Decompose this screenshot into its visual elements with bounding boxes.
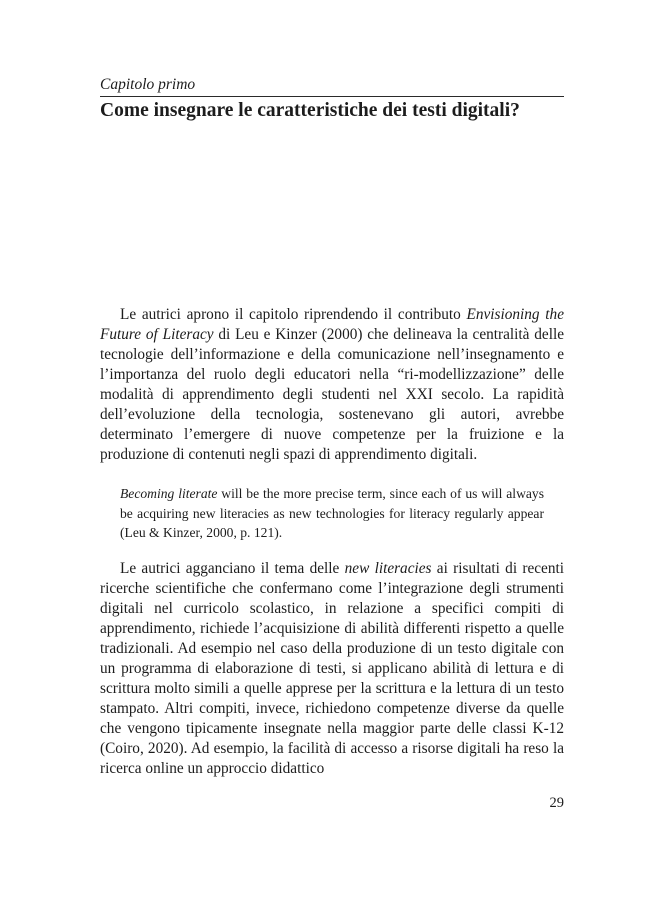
block-quote [120, 484, 544, 543]
paragraph-text: Le autrici aprono il capitolo riprendendo il contributo [120, 306, 467, 323]
body-paragraph-2 [100, 559, 564, 779]
chapter-title: Come insegnare le caratteristiche dei testi digitali? [100, 100, 520, 121]
page-number: 29 [549, 795, 564, 811]
quote-italic-term: Becoming literate [120, 486, 218, 501]
italic-term: new literacies [344, 560, 432, 577]
body-paragraph-1 [100, 305, 564, 465]
paragraph-text: ai risultati di recenti ricerche scientifiche che confermano come l’integrazione degli strumenti digitali nel curricolo scolastico, in relazione a specifici compiti di apprendimento, richiede l’acquisizione di abilità differenti rispetto a quelle tradizionali. Ad esempio nel caso della produzione di un testo digitale con un programma di elaborazione di testi, si applicano abilità di lettura e di scrittura molto simili a quelle apprese per la scrittura e la lettura di un testo stampato. Altri compiti, invece, richiedono competenze diverse da quelle che vengono tipicamente insegnate nella maggior parte delle classi K-12 (Coiro, 2020). Ad esempio, la facilità di accesso a risorse digitali ha reso la ricerca online un approccio didattico [100, 560, 564, 777]
paragraph-text: Le autrici agganciano il tema delle [120, 560, 345, 577]
chapter-label: Capitolo primo [100, 76, 196, 93]
paragraph-text: di Leu e Kinzer (2000) che delineava la centralità delle tecnologie dell’informazione e della comunicazione nell’insegnamento e l’importanza del ruolo degli educatori nella “ri-modellizzazione” delle modalità di apprendimento degli studenti nel XXI secolo. La rapidità dell’evoluzione della tecnologia, sostenevano gli autori, avrebbe determinato l’emergere di nuove competenze per la fruizione e la produzione di contenuti negli spazi di apprendimento digitali. [100, 326, 564, 463]
header-rule [100, 96, 564, 97]
quote-text: will be the more precise term, since each of us will always be acquiring new literacies as new technologies for literacy regularly appear (Leu & Kinzer, 2000, p. 121). [120, 486, 545, 540]
work-title: Envisioning the Future of Literacy [100, 306, 564, 343]
